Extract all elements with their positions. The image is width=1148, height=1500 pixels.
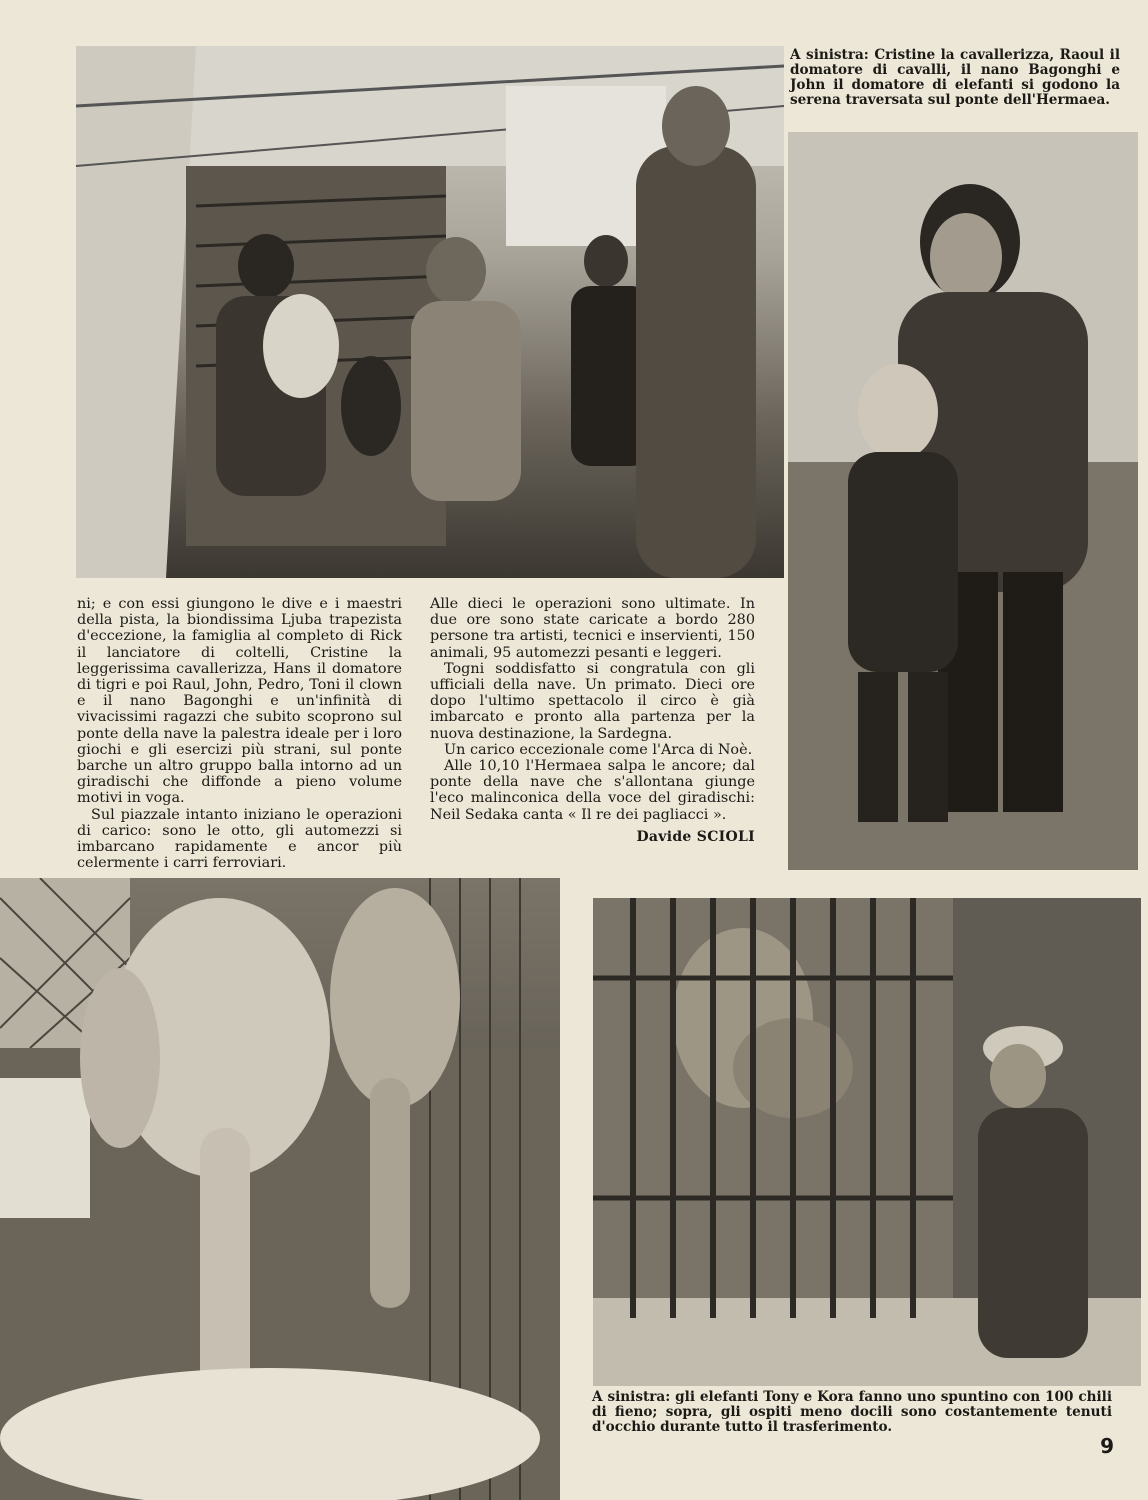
photo-lion-cage — [593, 898, 1141, 1386]
article-column-right — [430, 596, 755, 845]
article-paragraph: Togni soddisfatto si congratula con gli ufficiali della nave. Un primato. Dieci ore dopo l'ultimo spettacolo il circo è già imbarcato e pronto alla partenza per la nuova destinazione, la Sardegna. — [430, 660, 755, 742]
dwarf-woman-illustration — [788, 132, 1138, 870]
article-paragraph: Sul piazzale intanto iniziano le operazioni di carico: sono le otto, gli automezzi si imbarcano rapidamente e ancor più celermente i carri ferroviari. — [77, 806, 402, 872]
photo-caption-top: A sinistra: Cristine la cavallerizza, Raoul il domatore di cavalli, il nano Bagonghi e John il domatore di elefanti si godono la serena traversata sul ponte dell'Hermaea. — [790, 47, 1120, 108]
photo-ship-deck — [76, 46, 784, 578]
article-paragraph: ni; e con essi giungono le dive e i maestri della pista, la biondissima Ljuba trapezista d'eccezione, la famiglia al completo di Rick il lanciatore di coltelli, Cristine la leggerissima cavallerizza, Hans il domatore di tigri e poi Raul, John, Pedro, Toni il clown e il nano Bagonghi e un'infinità di vivacissimi ragazzi che subito scoprono sul ponte della nave la palestra ideale per i loro giochi e gli esercizi più strani, sul ponte barche un altro gruppo balla intorno ad un giradischi che diffonde a pieno volume motivi in voga. — [77, 596, 402, 807]
article-column-left — [77, 596, 402, 871]
article-paragraph: Un carico eccezionale come l'Arca di Noè. — [444, 741, 753, 758]
cage-illustration — [593, 898, 1141, 1386]
photo-caption-bottom: A sinistra: gli elefanti Tony e Kora fanno uno spuntino con 100 chili di fieno; sopra, gli ospiti meno docili sono costantemente tenuti d'occhio durante tutto il trasferimento. — [592, 1389, 1112, 1435]
article-paragraph: Alle dieci le operazioni sono ultimate. In due ore sono state caricate a bordo 280 persone tra artisti, tecnici e inservienti, 150 animali, 95 automezzi pesanti e leggeri. — [430, 596, 755, 661]
ship-deck-illustration — [76, 46, 784, 578]
page-number: 9 — [1100, 1434, 1114, 1458]
elephants-illustration — [0, 878, 560, 1500]
photo-elephants-railcar — [0, 878, 560, 1500]
photo-dwarf-and-woman — [788, 132, 1138, 870]
author-byline: Davide SCIOLI — [636, 828, 755, 845]
article-paragraph: Alle 10,10 l'Hermaea salpa le ancore; dal ponte della nave che s'allontana giunge l'eco malinconica della voce del giradischi: Neil Sedaka canta « Il re dei pagliacci ». — [430, 758, 755, 823]
